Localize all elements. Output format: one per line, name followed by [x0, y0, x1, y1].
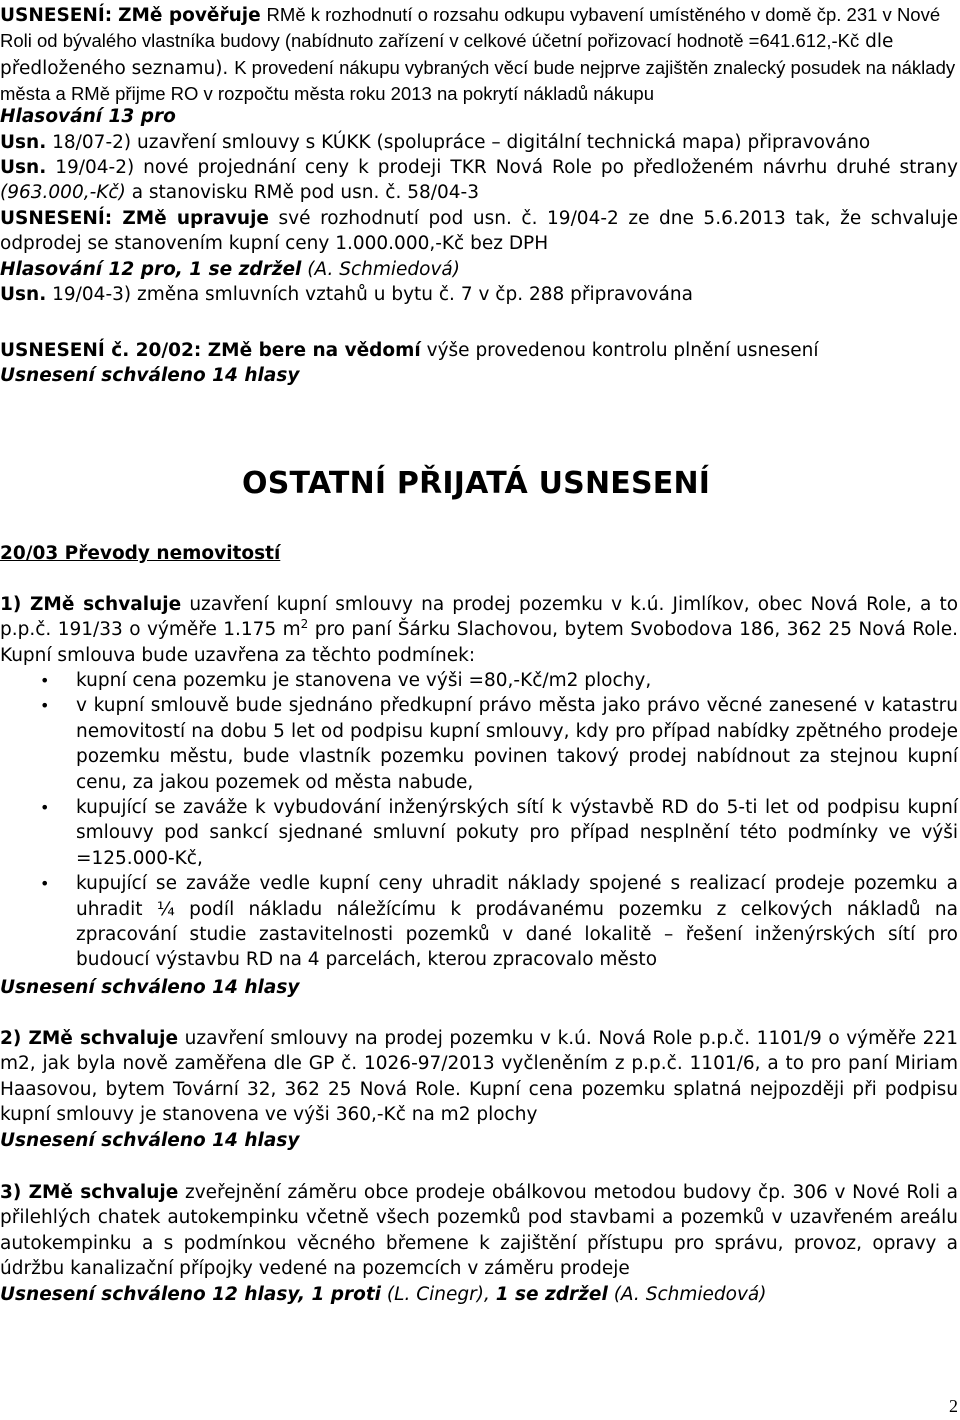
resolution-acknowledge: USNESENÍ č. 20/02: ZMě bere na vědomí výše provedenou kontrolu plnění usnesení	[0, 340, 819, 361]
page-number: 2	[949, 1396, 958, 1416]
vote-result: Usnesení schváleno 14 hlasy	[0, 1130, 300, 1151]
conditions-list	[0, 668, 958, 973]
bullet-icon: •	[40, 671, 50, 690]
usn-item: Usn. 19/04-2) nové projednání ceny k prodeji TKR Nová Role po předloženém návrhu druhé strany (963.000,-Kč) a stanovisku RMě pod usn. č. 58/04-3	[0, 157, 958, 204]
vote-result: Hlasování 12 pro, 1 se zdržel (A. Schmiedová)	[0, 259, 460, 280]
resolution-delegation: USNESENÍ: ZMě pověřuje RMě k rozhodnutí o rozsahu odkupu vybavení umístěného v domě čp. 231 v Nové Roli od bývalého vlastníka budovy (nabídnuto zařízení v celkové účetní pořizovací hodnotě =641.612,-Kč dle předloženého seznamu). K provedení nákupu vybraných věcí bude nejprve zajištěn znalecký posudek na náklady města a RMě přijme RO v rozpočtu města roku 2013 na pokrytí nákladů nákupu	[0, 4, 956, 105]
list-item: • kupující se zaváže k vybudování inženýrských sítí k výstavbě RD do 5-ti let od podpisu kupní smlouvy pod sankcí sjednané smluvní pokuty pro případ nesplnění této podmínky ve výši =125.000-Kč,	[40, 797, 958, 869]
section-subtitle: 20/03 Převody nemovitostí	[0, 543, 281, 564]
vote-result: Hlasování 13 pro	[0, 106, 176, 127]
resolution-item-3: 3) ZMě schvaluje zveřejnění záměru obce prodeje obálkovou metodou budovy čp. 306 v Nové Roli a přilehlých chatek autokempinku včetně všech pozemků pod stavbami a pozemků v uzavřeném areálu autokempinku a s podmínkou věcného břemene k zajištění přístupu pro správu, provoz, opravy a údržbu kanalizační přípojky vedené na pozemcích v záměru prodeje	[0, 1182, 959, 1280]
usn-item: Usn. 18/07-2) uzavření smlouvy s KÚKK (spolupráce – digitální technická mapa) připravováno	[0, 132, 871, 153]
list-item: • kupní cena pozemku je stanovena ve výši =80,-Kč/m2 plochy,	[0, 668, 958, 693]
vote-result: Usnesení schváleno 14 hlasy	[0, 977, 300, 998]
bullet-icon: •	[40, 798, 50, 818]
vote-result: Usnesení schváleno 12 hlasy, 1 proti (L. Cinegr), 1 se zdržel (A. Schmiedová)	[0, 1284, 767, 1305]
superscript: 2	[300, 617, 309, 632]
bullet-icon: •	[40, 696, 50, 716]
section-title: OSTATNÍ PŘIJATÁ USNESENÍ	[242, 466, 711, 501]
list-item: • v kupní smlouvě bude sjednáno předkupní právo města jako právo věcné zanesené v katastru nemovitostí na dobu 5 let od podpisu kupní smlouvy, kdy pro případ nabídky zpětného prodeje pozemku městu, bude vlastník pozemku povinen takový prodej nabídnout za stejnou kupní cenu, za jakou pozemek od města nabude,	[40, 695, 958, 793]
usn-item: Usn. 19/04-3) změna smluvních vztahů u bytu č. 7 v čp. 288 připravována	[0, 284, 693, 305]
bullet-icon: •	[40, 874, 50, 894]
vote-result: Usnesení schváleno 14 hlasy	[0, 365, 300, 386]
list-item: • kupující se zaváže vedle kupní ceny uhradit náklady spojené s realizací prodeje pozemku a uhradit ¼ podíl nákladu náležícímu k prodávanému pozemku z celkových nákladů na zpracování studie zastavitelnosti pozemků v dané lokalitě – řešení inženýrských sítí pro budoucí výstavbu RD na 4 parcelách, kterou zpracovalo město	[40, 873, 958, 971]
resolution-amendment: USNESENÍ: ZMě upravuje své rozhodnutí pod usn. č. 19/04-2 ze dne 5.6.2013 tak, že schvaluje odprodej se stanovením kupní ceny 1.000.000,-Kč bez DPH	[0, 208, 958, 255]
resolution-item-1: 1) ZMě schvaluje uzavření kupní smlouvy na prodej pozemku v k.ú. Jimlíkov, obec Nová Role, a to p.p.č. 191/33 o výměře 1.175 $m^2$ pro paní Šárku Slachovou, bytem Svobodova 186, 362 25 Nová Role. Kupní smlouva bude uzavřena za těchto podmínek:	[0, 594, 959, 666]
resolution-item-2: 2) ZMě schvaluje uzavření smlouvy na prodej pozemku v k.ú. Nová Role p.p.č. 1101/9 o výměře 221 m2, jak byla nově zaměřena dle GP č. 1026-97/2013 vyčleněním z p.p.č. 1101/6, a to pro paní Miriam Haasovou, bytem Tovární 32, 362 25 Nová Role. Kupní cena pozemku splatná nejpozději při podpisu kupní smlouvy je stanovena ve výši 360,-Kč na m2 plochy	[0, 1028, 958, 1126]
